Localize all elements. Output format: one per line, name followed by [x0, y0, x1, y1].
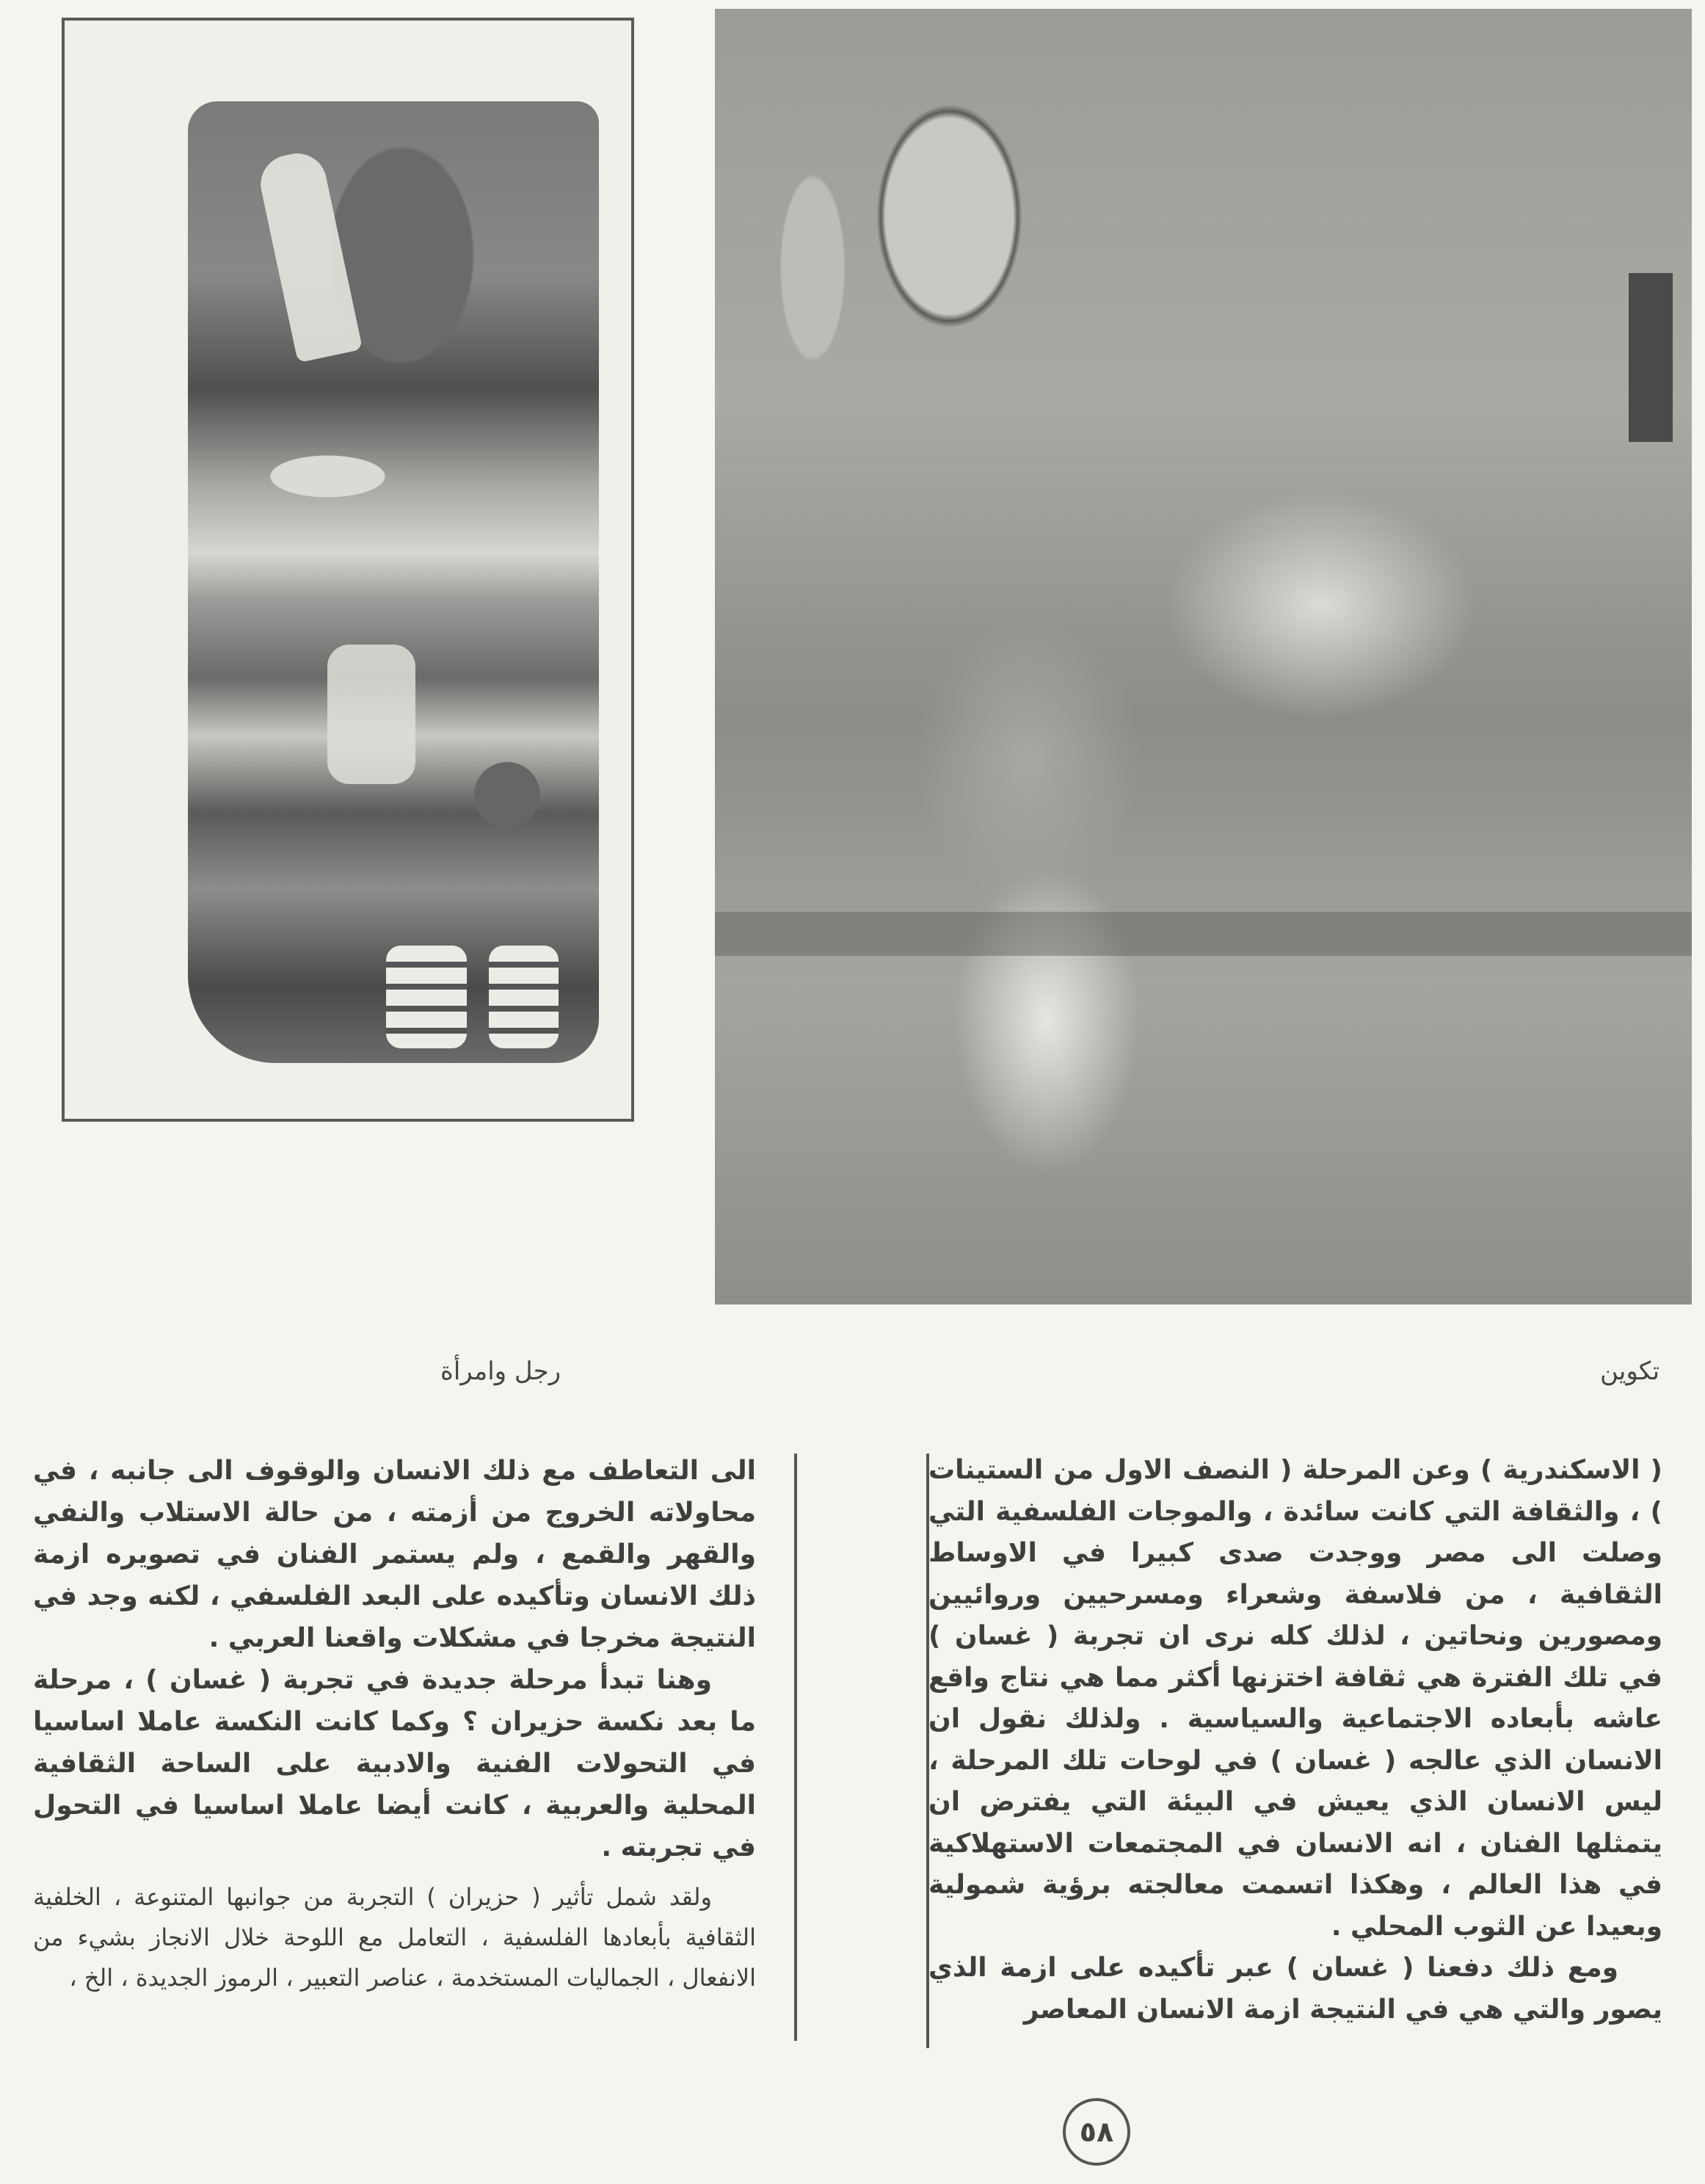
painted-circle-shape — [474, 762, 540, 828]
column-rule-left — [794, 1454, 797, 2041]
painted-foot-shape — [489, 946, 559, 1048]
painting-composition-image — [715, 9, 1692, 1305]
page-number-badge: ٥٨ — [1063, 2098, 1130, 2166]
painted-dark-band — [715, 912, 1692, 956]
article-column-left — [33, 1450, 756, 1998]
paragraph: ومع ذلك دفعنا ( غسان ) عبر تأكيده على ازمة الذي يصور والتي هي في النتيجة ازمة الانسان المعاصر — [928, 1953, 1662, 2025]
painted-hand-shape — [327, 645, 415, 784]
paragraph: وهنا تبدأ مرحلة جديدة في تجربة ( غسان ) ، مرحلة ما بعد نكسة حزيران ؟ وكما كانت النكسة عاملا اساسيا في التحولات الفنية والادبية على الساحة الثقافية المحلية والعربية ، كانت أيضا عاملا اساسيا في التحول في تجربته . — [33, 1665, 756, 1862]
painted-foot-shape — [386, 946, 467, 1048]
article-column-right — [928, 1450, 1662, 2031]
painted-hand-shape — [255, 148, 363, 363]
caption-man-and-woman: رجل وامرأة — [440, 1357, 561, 1386]
caption-composition: تكوين — [1600, 1357, 1660, 1386]
paragraph: ولقد شمل تأثير ( حزيران ) التجربة من جوانبها المتنوعة ، الخلفية الثقافية بأبعادها الفلسفية ، التعامل مع اللوحة خلال الانجاز بشيء من الانفعال ، الجماليات المستخدمة ، عناصر التعبير ، الرموز الجديدة ، الخ ، — [33, 1883, 756, 1992]
painted-dark-strip — [1629, 273, 1673, 442]
paragraph: الى التعاطف مع ذلك الانسان والوقوف الى جانبه ، في محاولاته الخروج من أزمته ، من حالة الاستلاب والنفي والقهر والقمع ، ولم يستمر الفنان في تصويره ازمة ذلك الانسان وتأكيده على البعد الفلسفي ، لكنه وجد في النتيجة مخرجا في مشكلات واقعنا العربي . — [33, 1456, 756, 1653]
painting-man-and-woman-image — [188, 101, 599, 1063]
paragraph: ( الاسكندرية ) وعن المرحلة ( النصف الاول من الستينات ) ، والثقافة التي كانت سائدة ، والموجات الفلسفية التي وصلت الى مصر ووجدت صدى كبيرا في الاوساط الثقافية ، من فلاسفة وشعراء ومسرحيين وروائيين ومصورين ونحاتين ، لذلك كله نرى ان تجربة ( غسان ) في تلك الفترة هي ثقافة اختزنها أكثر مما هي نتاج واقع عاشه بأبعاده الاجتماعية والسياسية . ولذلك نقول ان الانسان الذي عالجه ( غسان ) في لوحات تلك المرحلة ، ليس الانسان الذي يعيش في البيئة التي يفترض ان يتمثلها الفنان ، انه الانسان في المجتمعات الاستهلاكية في هذا العالم ، وهكذا اتسمت معالجته برؤية شمولية وبعيدا عن الثوب المحلي . — [928, 1455, 1662, 1942]
figure-frame-man-and-woman — [62, 18, 634, 1122]
